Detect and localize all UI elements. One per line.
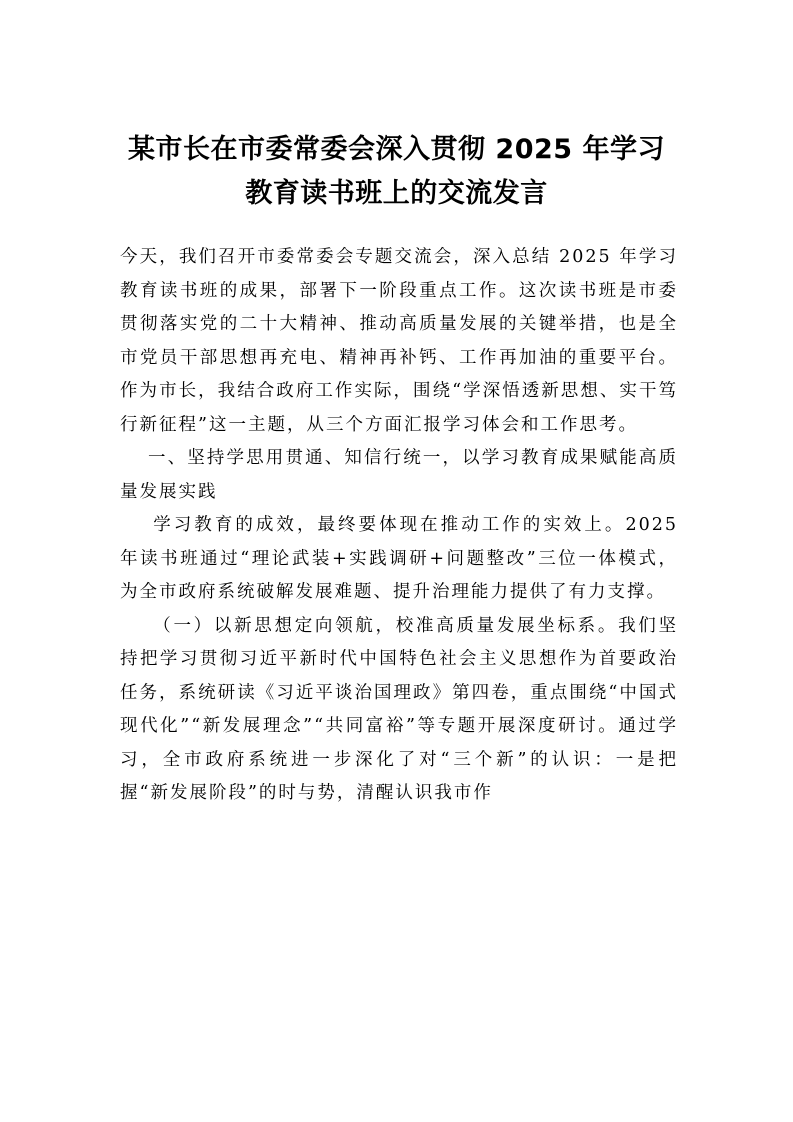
- paragraph-section-1: 学习教育的成效，最终要体现在推动工作的实效上。2025 年读书班通过“理论武装+实践调研+问题整改”三位一体模式，为全市政府系统破解发展难题、提升治理能力提供了有力支撑。: [120, 515, 678, 602]
- title-line-2: 教育读书班上的交流发言: [245, 178, 548, 209]
- paragraph-intro: 今天，我们召开市委常委会专题交流会，深入总结 2025 年学习教育读书班的成果，部署下一阶段重点工作。这次读书班是市委贯彻落实党的二十大精神、推动高质量发展的关键举措，也是全市党员干部思想再充电、精神再补钙、工作再加油的重要平台。作为市长，我结合政府工作实际，围绕“学深悟透新思想、实干笃行新征程”这一主题，从三个方面汇报学习体会和工作思考。: [120, 247, 678, 435]
- title-line-1: 某市长在市委常委会深入贯彻 2025 年学习: [128, 134, 665, 165]
- document-body: [120, 241, 678, 811]
- section-heading-1: 一、坚持学思用贯通、知信行统一，以学习教育成果赋能高质量发展实践: [120, 448, 678, 502]
- paragraph-subsection-1: （一）以新思想定向领航，校准高质量发展坐标系。我们坚持把学习贯彻习近平新时代中国特色社会主义思想作为首要政治任务，系统研读《习近平谈治国理政》第四卷，重点围绕“中国式现代化”“新发展理念”“共同富裕”等专题开展深度研讨。通过学习，全市政府系统进一步深化了对“三个新”的认识：一是把握“新发展阶段”的时与势，清醒认识我市作: [120, 615, 678, 803]
- document-title: [110, 128, 683, 216]
